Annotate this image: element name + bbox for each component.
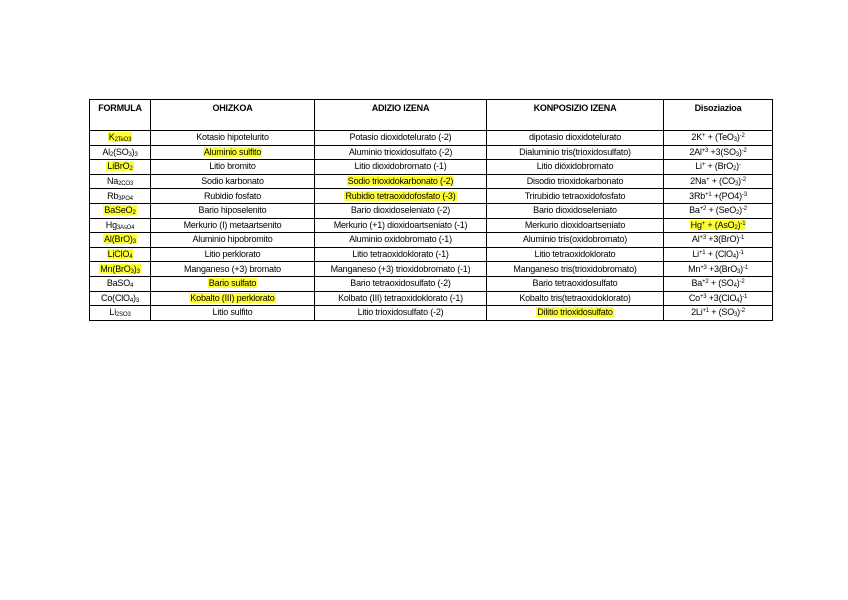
cell-konposizio-izena xyxy=(487,160,664,175)
cell-ohizkoa-text: Aluminio hipobromito xyxy=(192,234,273,245)
cell-adizio-izena xyxy=(315,145,487,160)
cell-konposizio-izena-text: Trirubidio tetraoxidofosfato xyxy=(524,190,626,201)
cell-ohizkoa-text: Bario hiposelenito xyxy=(198,205,267,216)
cell-formula-text: $Rb_{3PO4}$ xyxy=(107,190,133,202)
cell-disoziazioa-text: $Ba^{+2} + (SO_4)^{-2}$ xyxy=(691,278,745,290)
cell-konposizio-izena-text: Aluminio tris(oxidobromato) xyxy=(522,234,628,245)
cell-ohizkoa xyxy=(151,203,315,218)
cell-disoziazioa xyxy=(664,189,773,204)
cell-ohizkoa xyxy=(151,189,315,204)
cell-adizio-izena xyxy=(315,160,487,175)
cell-formula xyxy=(90,131,151,146)
cell-formula xyxy=(90,174,151,189)
cell-disoziazioa xyxy=(664,233,773,248)
table-row xyxy=(90,262,773,277)
table-row xyxy=(90,276,773,291)
cell-konposizio-izena-text: dipotasio dioxidotelurato xyxy=(528,132,622,143)
cell-disoziazioa-text: $Li^{+1} + (ClO_4)^{-1}$ xyxy=(692,249,744,261)
cell-konposizio-izena xyxy=(487,291,664,306)
header-disoziazioa: Disoziazioa xyxy=(664,100,773,131)
cell-disoziazioa xyxy=(664,276,773,291)
cell-konposizio-izena-text: Litio dióxidobromato xyxy=(536,161,614,172)
cell-disoziazioa-text: Li+ + (BrO$_2$)- xyxy=(695,161,741,173)
cell-formula xyxy=(90,306,151,321)
cell-formula-text: $Co(ClO_4)_3$ xyxy=(101,292,139,304)
cell-ohizkoa-text: Sodio karbonato xyxy=(201,176,264,187)
cell-disoziazioa xyxy=(664,262,773,277)
cell-formula-text: $Li_{2SO3}$ xyxy=(109,307,131,319)
cell-disoziazioa xyxy=(664,145,773,160)
cell-konposizio-izena-text: Litio tetraoxidoklorato xyxy=(534,249,616,260)
cell-formula-text: $Al(BrO)_3$ xyxy=(104,234,136,246)
cell-formula xyxy=(90,160,151,175)
cell-konposizio-izena xyxy=(487,218,664,233)
cell-ohizkoa xyxy=(151,276,315,291)
cell-formula-text: $Hg_{3AsO4}$ xyxy=(105,219,135,231)
cell-ohizkoa xyxy=(151,306,315,321)
cell-disoziazioa-text: $3Rb^{+1} +(PO4)^{-3}$ xyxy=(689,190,747,201)
cell-ohizkoa xyxy=(151,174,315,189)
cell-disoziazioa xyxy=(664,247,773,262)
cell-disoziazioa xyxy=(664,291,773,306)
cell-ohizkoa-text: Litio bromito xyxy=(209,161,256,172)
cell-disoziazioa-text: $2Na^+ + (CO_3)^{-2}$ xyxy=(690,176,746,188)
table-row xyxy=(90,160,773,175)
cell-adizio-izena-text: Kolbato (III) tetraoxidoklorato (-1) xyxy=(338,292,463,303)
table-row xyxy=(90,189,773,204)
header-konposizio-izena: KONPOSIZIO IZENA xyxy=(487,100,664,131)
cell-ohizkoa-text: Manganeso (+3) bromato xyxy=(184,263,281,274)
cell-adizio-izena xyxy=(315,262,487,277)
chemistry-table xyxy=(89,99,773,321)
cell-formula xyxy=(90,203,151,218)
cell-adizio-izena xyxy=(315,291,487,306)
cell-konposizio-izena-text: Dilitio trioxidosulfato xyxy=(537,307,613,318)
header-ohizkoa: OHIZKOA xyxy=(151,100,315,131)
cell-adizio-izena-text: Aluminio trioxidosulfato (-2) xyxy=(348,146,453,157)
table-row xyxy=(90,233,773,248)
cell-disoziazioa-text: $Al^{+3} +3(BrO)^{-1}$ xyxy=(691,234,745,245)
cell-ohizkoa-text: Kobalto (III) perklorato xyxy=(190,292,275,303)
cell-adizio-izena-text: Rubidio tetraoxidofosfato (-3) xyxy=(345,190,456,201)
cell-konposizio-izena xyxy=(487,131,664,146)
cell-adizio-izena-text: Aluminio oxidobromato (-1) xyxy=(349,234,452,245)
cell-adizio-izena-text: Merkurio (+1) dioxidoartseniato (-1) xyxy=(333,219,468,230)
cell-ohizkoa xyxy=(151,262,315,277)
cell-konposizio-izena-text: Bario tetraoxidosulfato xyxy=(532,278,618,289)
cell-adizio-izena-text: Bario dioxidoseleniato (-2) xyxy=(350,205,451,216)
header-row xyxy=(90,100,773,131)
cell-adizio-izena-text: Litio trioxidosulfato (-2) xyxy=(357,307,444,318)
cell-formula-text: BaSO$_4$ xyxy=(106,278,134,290)
cell-konposizio-izena xyxy=(487,203,664,218)
cell-formula-text: $Al_2(SO_3)_3$ xyxy=(102,146,138,158)
cell-ohizkoa xyxy=(151,247,315,262)
table-row xyxy=(90,203,773,218)
cell-ohizkoa xyxy=(151,291,315,306)
cell-adizio-izena xyxy=(315,174,487,189)
cell-ohizkoa xyxy=(151,218,315,233)
cell-ohizkoa xyxy=(151,233,315,248)
cell-konposizio-izena xyxy=(487,174,664,189)
cell-formula xyxy=(90,218,151,233)
cell-adizio-izena-text: Litio dioxidobromato (-1) xyxy=(354,161,447,172)
cell-ohizkoa-text: Merkurio (I) metaartsenito xyxy=(183,219,282,230)
cell-adizio-izena xyxy=(315,306,487,321)
cell-formula xyxy=(90,247,151,262)
cell-konposizio-izena-text: Manganeso tris(trioxidobromato) xyxy=(513,263,637,274)
cell-ohizkoa xyxy=(151,145,315,160)
table-row xyxy=(90,247,773,262)
cell-konposizio-izena-text: Kobalto tris(tetraoxidoklorato) xyxy=(519,292,631,303)
cell-formula xyxy=(90,276,151,291)
cell-konposizio-izena xyxy=(487,233,664,248)
table-row xyxy=(90,218,773,233)
cell-disoziazioa-text: $Ba^{+2} + (SeO_2)^{-2}$ xyxy=(689,205,747,217)
cell-adizio-izena-text: Manganeso (+3) trioxidobromato (-1) xyxy=(330,263,471,274)
cell-disoziazioa xyxy=(664,174,773,189)
cell-adizio-izena-text: Litio tetraoxidoklorato (-1) xyxy=(352,249,449,260)
cell-konposizio-izena xyxy=(487,276,664,291)
cell-ohizkoa-text: Aluminio sulfito xyxy=(203,146,262,157)
cell-adizio-izena xyxy=(315,233,487,248)
cell-adizio-izena-text: Bario tetraoxidosulfato (-2) xyxy=(350,278,451,289)
cell-formula xyxy=(90,262,151,277)
cell-ohizkoa-text: Litio perklorato xyxy=(204,249,261,260)
cell-disoziazioa-text: $Co^{+3} +3(ClO_4)^{-1}$ xyxy=(688,292,748,304)
table-body xyxy=(90,131,773,321)
cell-disoziazioa-text: $Mn^{+3} +3(BrO_3)^{-1}$ xyxy=(688,263,748,275)
cell-konposizio-izena xyxy=(487,145,664,160)
cell-konposizio-izena xyxy=(487,262,664,277)
cell-adizio-izena-text: Sodio trioxidokarbonato (-2) xyxy=(347,176,454,187)
cell-disoziazioa xyxy=(664,160,773,175)
cell-disoziazioa xyxy=(664,131,773,146)
cell-konposizio-izena xyxy=(487,247,664,262)
cell-adizio-izena xyxy=(315,247,487,262)
cell-formula-text: $K_{2TeO3}$ xyxy=(108,132,132,144)
cell-disoziazioa xyxy=(664,218,773,233)
cell-konposizio-izena xyxy=(487,306,664,321)
cell-adizio-izena xyxy=(315,131,487,146)
cell-disoziazioa xyxy=(664,306,773,321)
cell-adizio-izena xyxy=(315,189,487,204)
cell-konposizio-izena xyxy=(487,189,664,204)
cell-formula-text: LiBrO$_2$ xyxy=(107,161,133,173)
cell-adizio-izena xyxy=(315,218,487,233)
cell-disoziazioa-text: $2K^+ + (TeO_3)^{-2}$ xyxy=(691,132,745,144)
table-row xyxy=(90,306,773,321)
cell-formula xyxy=(90,189,151,204)
cell-formula-text: BaSeO$_2$ xyxy=(104,205,136,217)
cell-disoziazioa-text: $Hg^+ + (AsO_2)^{-1}$ xyxy=(690,219,746,231)
table-row xyxy=(90,174,773,189)
cell-ohizkoa-text: Litio sulfito xyxy=(212,307,253,318)
cell-ohizkoa xyxy=(151,131,315,146)
cell-konposizio-izena-text: Dialuminio tris(trioxidosulfato) xyxy=(519,146,631,157)
cell-konposizio-izena-text: Bario dioxidoseleniato xyxy=(533,205,617,216)
cell-formula-text: LiClO$_4$ xyxy=(107,249,133,261)
header-formula: FORMULA xyxy=(90,100,151,131)
cell-disoziazioa xyxy=(664,203,773,218)
table-row xyxy=(90,291,773,306)
cell-disoziazioa-text: $2Al^{+3} +3(SO_3)^{-2}$ xyxy=(689,146,747,158)
cell-formula xyxy=(90,145,151,160)
cell-konposizio-izena-text: Disodio trioxidokarbonato xyxy=(526,176,624,187)
cell-ohizkoa-text: Rubidio fosfato xyxy=(203,190,262,201)
cell-adizio-izena xyxy=(315,276,487,291)
cell-adizio-izena xyxy=(315,203,487,218)
cell-adizio-izena-text: Potasio dioxidotelurato (-2) xyxy=(349,132,452,143)
cell-disoziazioa-text: $2Li^{+1} + (SO_3)^{-2}$ xyxy=(691,307,745,319)
cell-ohizkoa xyxy=(151,160,315,175)
table-row xyxy=(90,145,773,160)
cell-ohizkoa-text: Bario sulfato xyxy=(208,278,257,289)
cell-formula xyxy=(90,291,151,306)
cell-formula-text: $Na_{2CO3}$ xyxy=(107,176,133,188)
cell-konposizio-izena-text: Merkurio dioxidoartseniato xyxy=(524,219,626,230)
cell-formula xyxy=(90,233,151,248)
header-adizio-izena: ADIZIO IZENA xyxy=(315,100,487,131)
cell-formula-text: $Mn(BrO_3)_3$ xyxy=(100,263,140,275)
table-row xyxy=(90,131,773,146)
cell-ohizkoa-text: Kotasio hipotelurito xyxy=(196,132,269,143)
